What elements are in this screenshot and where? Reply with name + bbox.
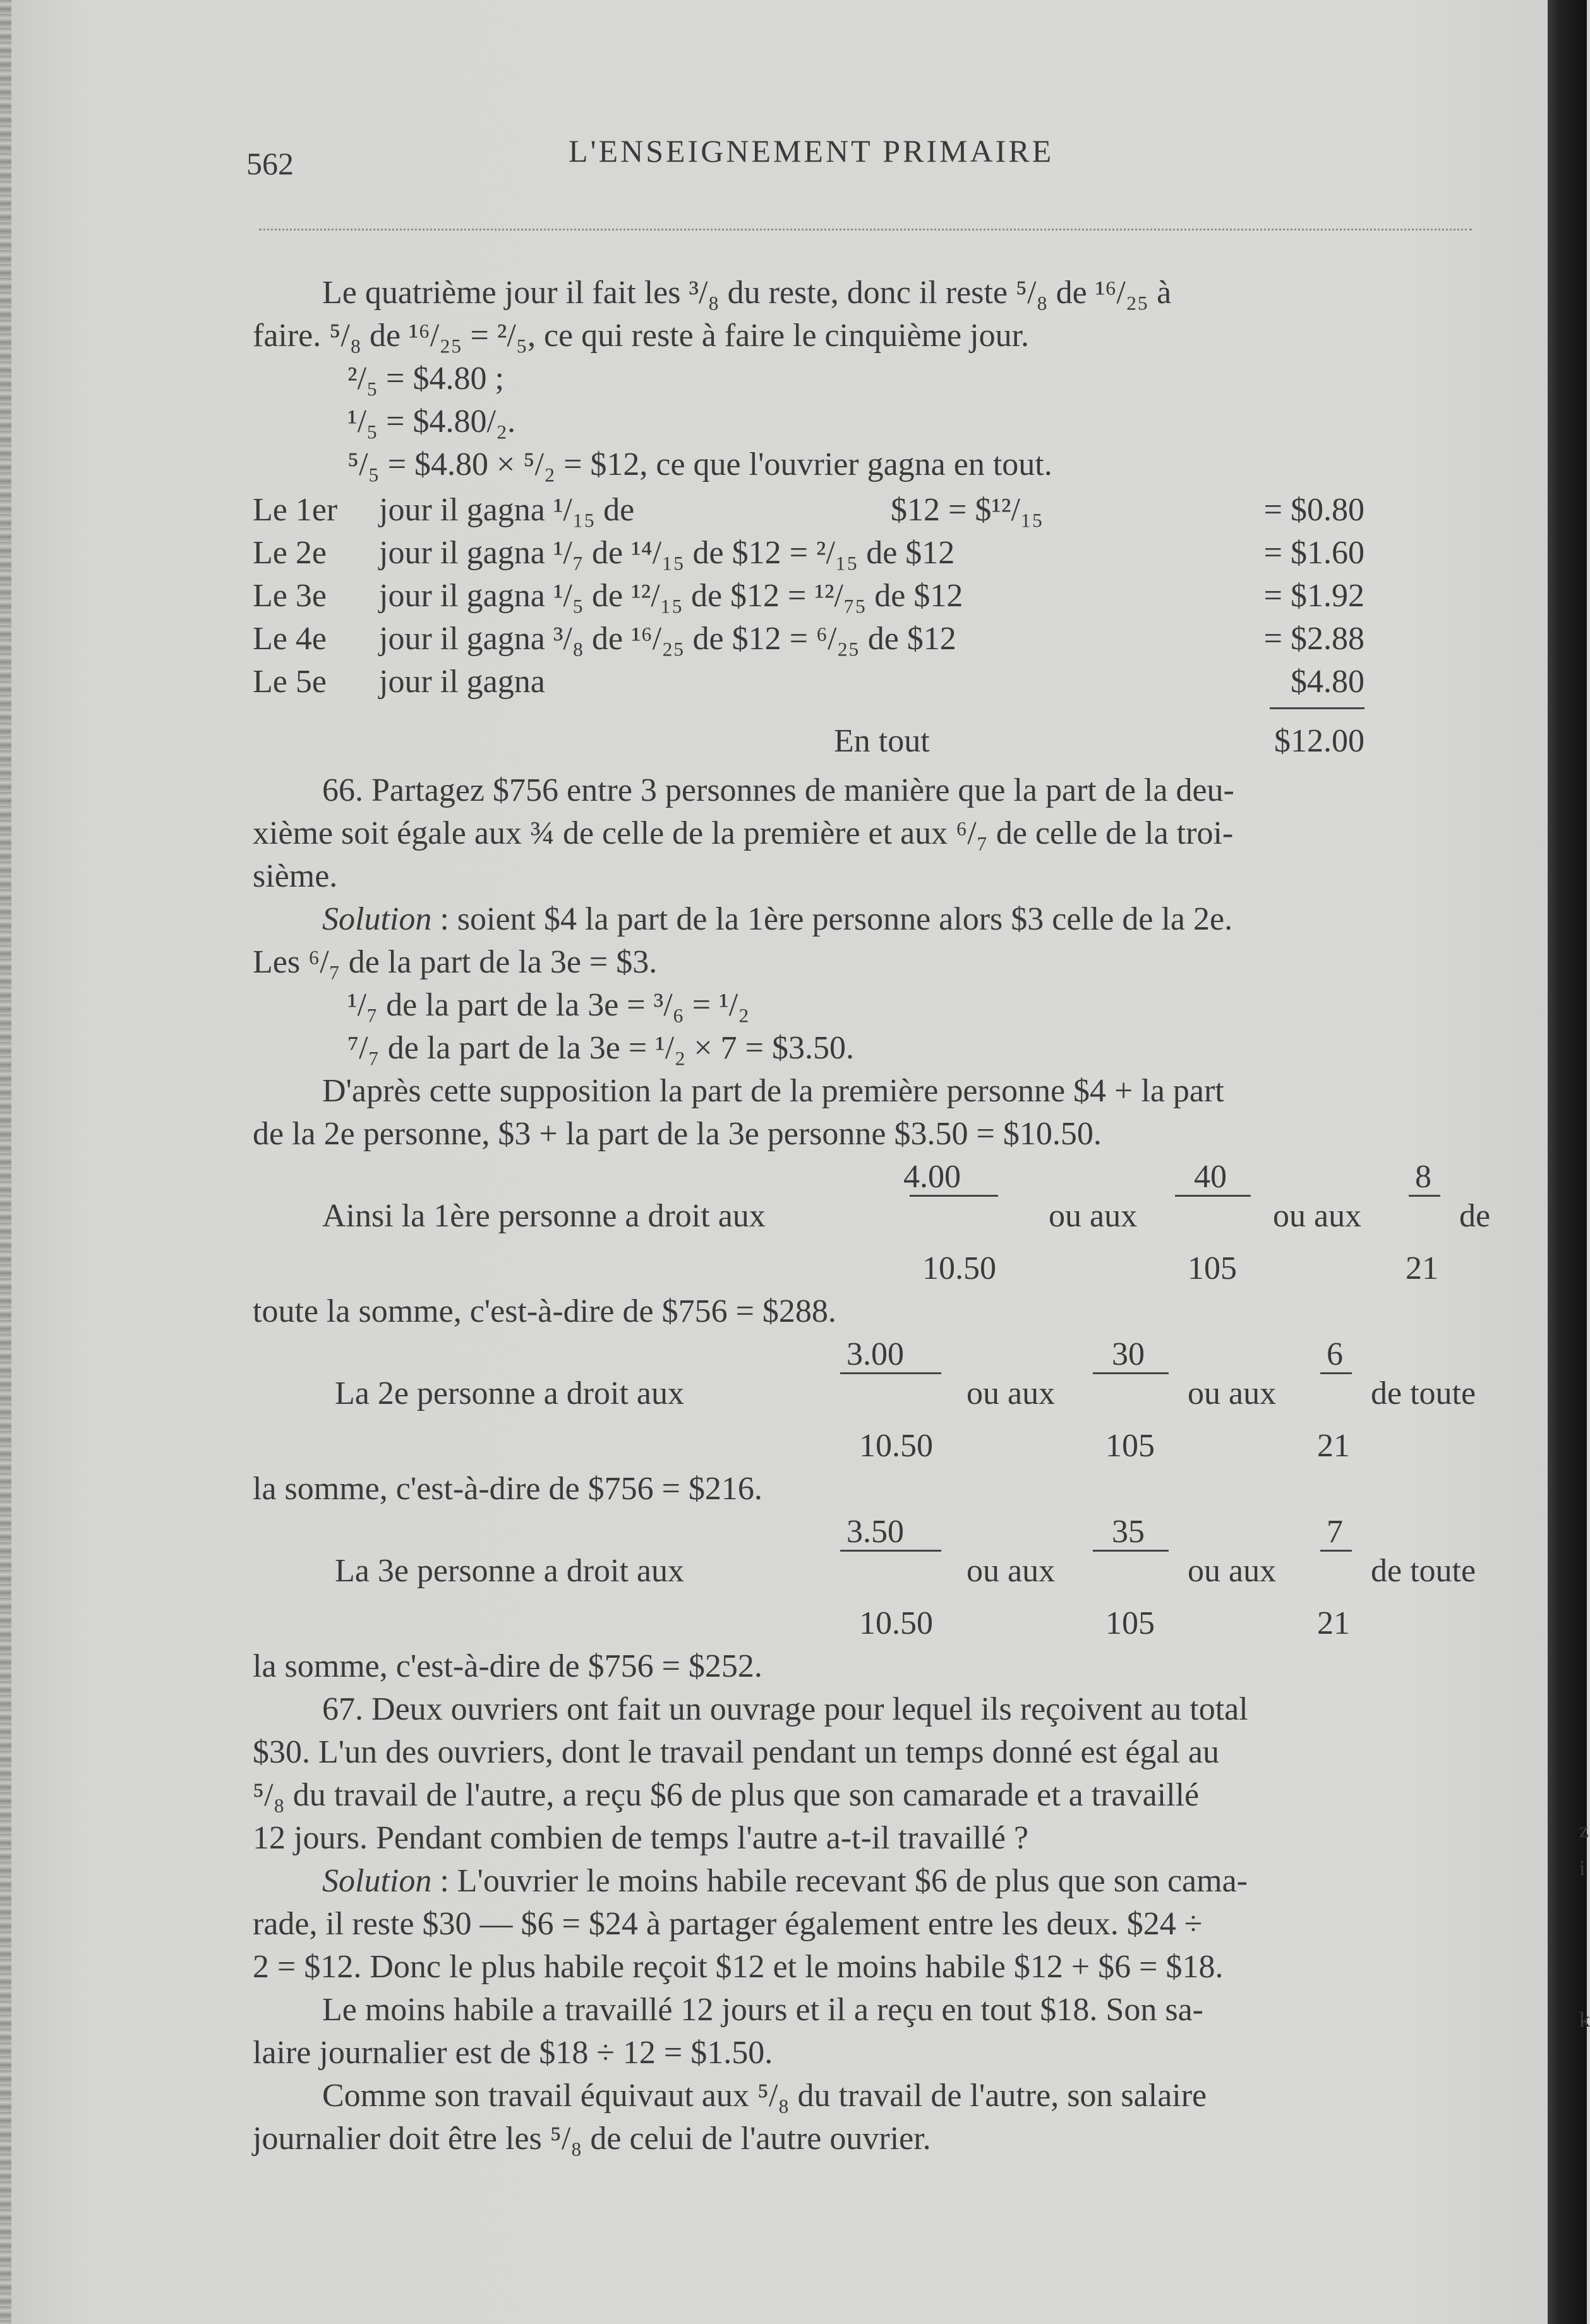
text-line: journalier doit être les ⁵/₈ de celui de l'autre ouvrier.: [253, 2121, 931, 2157]
day-label: Le 1er: [253, 492, 338, 528]
header-rule: [259, 229, 1472, 231]
row-mid: $12 = $¹²/₁₅: [891, 492, 1044, 528]
solution-text: : soient $4 la part de la 1ère personne alors $3 celle de la 2e.: [431, 901, 1233, 937]
row-text: jour il gagna: [379, 664, 545, 700]
fraction-line: [253, 1156, 1491, 1247]
day-label: Le 2e: [253, 535, 327, 571]
fraction-line: [253, 1511, 1491, 1602]
text-line: laire journalier est de $18 ÷ 12 = $1.50.: [253, 2035, 773, 2071]
book-spine: [1548, 0, 1587, 2324]
text-line: 12 jours. Pendant combien de temps l'autre a-t-il travaillé ?: [253, 1820, 1029, 1856]
table-row: [253, 489, 1491, 532]
solution-line: [253, 898, 1491, 941]
gutter-mark: z: [1579, 1819, 1589, 1842]
numerator: 6: [1327, 1336, 1343, 1372]
page-number: 562: [246, 146, 294, 181]
text: ou aux: [1188, 1553, 1277, 1589]
day-label: Le 3e: [253, 578, 327, 614]
running-head: L'ENSEIGNEMENT PRIMAIRE: [569, 133, 1054, 169]
denominator: 10.50: [859, 1605, 933, 1641]
denominator: 21: [1406, 1250, 1438, 1286]
table-row: [253, 532, 1491, 575]
page-left-edge: [0, 0, 11, 2324]
problem-66: 66. Partagez $756 entre 3 personnes de manière que la part de la deu-: [322, 772, 1234, 808]
total-amount: $12.00: [1274, 723, 1364, 759]
row-text: jour il gagna ¹/₁₅ de: [379, 492, 635, 528]
row-amount: = $1.92: [1263, 578, 1364, 614]
fraction-line: [253, 1333, 1491, 1425]
denominator: 105: [1105, 1428, 1155, 1464]
row-text: jour il gagna ³/₈ de ¹⁶/₂₅ de $12 = ⁶/₂₅ de $12: [379, 621, 956, 657]
text: ou aux: [1188, 1375, 1277, 1411]
text: ou aux: [967, 1375, 1056, 1411]
denominator: 105: [1105, 1605, 1155, 1641]
text-line: ²/₅ = $4.80 ;: [347, 361, 504, 397]
denominator: 10.50: [922, 1250, 996, 1286]
sum-rule: [253, 704, 1491, 720]
denominator: 21: [1317, 1428, 1350, 1464]
day-label: Le 5e: [253, 664, 327, 700]
numerator: 8: [1415, 1159, 1431, 1195]
denominator: 105: [1188, 1250, 1237, 1286]
numerator: 7: [1327, 1514, 1343, 1550]
text: de toute: [1371, 1375, 1476, 1411]
text-line: ⁷/₇ de la part de la 3e = ¹/₂ × 7 = $3.50.: [347, 1030, 854, 1066]
numerator: 4.00: [903, 1159, 961, 1195]
fraction-denominators: [253, 1602, 1491, 1645]
gutter-mark: k: [1579, 2008, 1590, 2032]
text-line: xième soit égale aux ¾ de celle de la première et aux ⁶/₇ de celle de la troi-: [253, 815, 1234, 851]
row-amount: $4.80: [1291, 664, 1364, 700]
denominator: 21: [1317, 1605, 1350, 1641]
numerator: 3.50: [846, 1514, 904, 1550]
total-row: [253, 720, 1491, 763]
text-line: ⁵/₈ du travail de l'autre, a reçu $6 de plus que son camarade et a travaillé: [253, 1777, 1200, 1813]
table-row: [253, 618, 1491, 661]
text-line: faire. ⁵/₈ de ¹⁶/₂₅ = ²/₅, ce qui reste à faire le cinquième jour.: [253, 318, 1030, 354]
text-line: la somme, c'est-à-dire de $756 = $252.: [253, 1648, 762, 1684]
page-header: [246, 126, 1485, 181]
text-line: toute la somme, c'est-à-dire de $756 = $288.: [253, 1293, 836, 1329]
solution-line: [253, 1860, 1491, 1903]
text: de: [1459, 1198, 1491, 1234]
row-text: jour il gagna ¹/₇ de ¹⁴/₁₅ de $12 = ²/₁₅ de $12: [379, 535, 955, 571]
numerator: 3.00: [846, 1336, 904, 1372]
fraction-denominators: [253, 1247, 1491, 1290]
text: ou aux: [1273, 1198, 1362, 1234]
text-line: ¹/₇ de la part de la 3e = ³/₆ = ¹/₂: [347, 987, 750, 1023]
numerator: 40: [1194, 1159, 1227, 1195]
text-line: de la 2e personne, $3 + la part de la 3e personne $3.50 = $10.50.: [253, 1116, 1102, 1152]
denominator: 10.50: [859, 1428, 933, 1464]
text-line: D'après cette supposition la part de la première personne $4 + la part: [322, 1073, 1224, 1109]
day-label: Le 4e: [253, 621, 327, 657]
earnings-table: [253, 489, 1491, 763]
text-line: la somme, c'est-à-dire de $756 = $216.: [253, 1471, 762, 1507]
solution-label: Solution: [322, 901, 432, 937]
fraction-text: La 2e personne a droit aux: [335, 1375, 685, 1411]
text-line: ⁵/₅ = $4.80 × ⁵/₂ = $12, ce que l'ouvrier gagna en tout.: [347, 446, 1052, 482]
page-body: [253, 272, 1491, 2160]
text-line: Le quatrième jour il fait les ³/₈ du reste, donc il reste ⁵/₈ de ¹⁶/₂₅ à: [322, 275, 1172, 311]
numerator: 30: [1112, 1336, 1145, 1372]
text-line: 2 = $12. Donc le plus habile reçoit $12 et le moins habile $12 + $6 = $18.: [253, 1949, 1224, 1985]
fraction-denominators: [253, 1425, 1491, 1468]
row-amount: = $1.60: [1263, 535, 1364, 571]
fraction-text: La 3e personne a droit aux: [335, 1553, 685, 1589]
fraction-text: Ainsi la 1ère personne a droit aux: [322, 1198, 766, 1234]
text-line: ¹/₅ = $4.80/₂.: [347, 404, 516, 440]
gutter-mark: i: [1579, 1857, 1586, 1880]
numerator: 35: [1112, 1514, 1145, 1550]
row-amount: = $0.80: [1263, 492, 1364, 528]
text-line: Comme son travail équivaut aux ⁵/₈ du travail de l'autre, son salaire: [322, 2078, 1207, 2114]
text-line: Le moins habile a travaillé 12 jours et il a reçu en tout $18. Son sa-: [322, 1992, 1203, 2028]
text: de toute: [1371, 1553, 1476, 1589]
row-amount: = $2.88: [1263, 621, 1364, 657]
row-text: jour il gagna ¹/₅ de ¹²/₁₅ de $12 = ¹²/₇₅ de $12: [379, 578, 963, 614]
text-line: $30. L'un des ouvriers, dont le travail pendant un temps donné est égal au: [253, 1734, 1219, 1770]
text-line: sième.: [253, 858, 338, 894]
text: ou aux: [967, 1553, 1056, 1589]
problem-67: 67. Deux ouvriers ont fait un ouvrage pour lequel ils reçoivent au total: [322, 1691, 1248, 1727]
solution-text: : L'ouvrier le moins habile recevant $6 de plus que son cama-: [431, 1863, 1248, 1899]
text: ou aux: [1049, 1198, 1138, 1234]
table-row: [253, 661, 1491, 704]
solution-label: Solution: [322, 1863, 432, 1899]
table-row: [253, 575, 1491, 618]
text-line: Les ⁶/₇ de la part de la 3e = $3.: [253, 944, 658, 980]
total-label: En tout: [834, 723, 930, 759]
text-line: rade, il reste $30 — $6 = $24 à partager également entre les deux. $24 ÷: [253, 1906, 1203, 1942]
